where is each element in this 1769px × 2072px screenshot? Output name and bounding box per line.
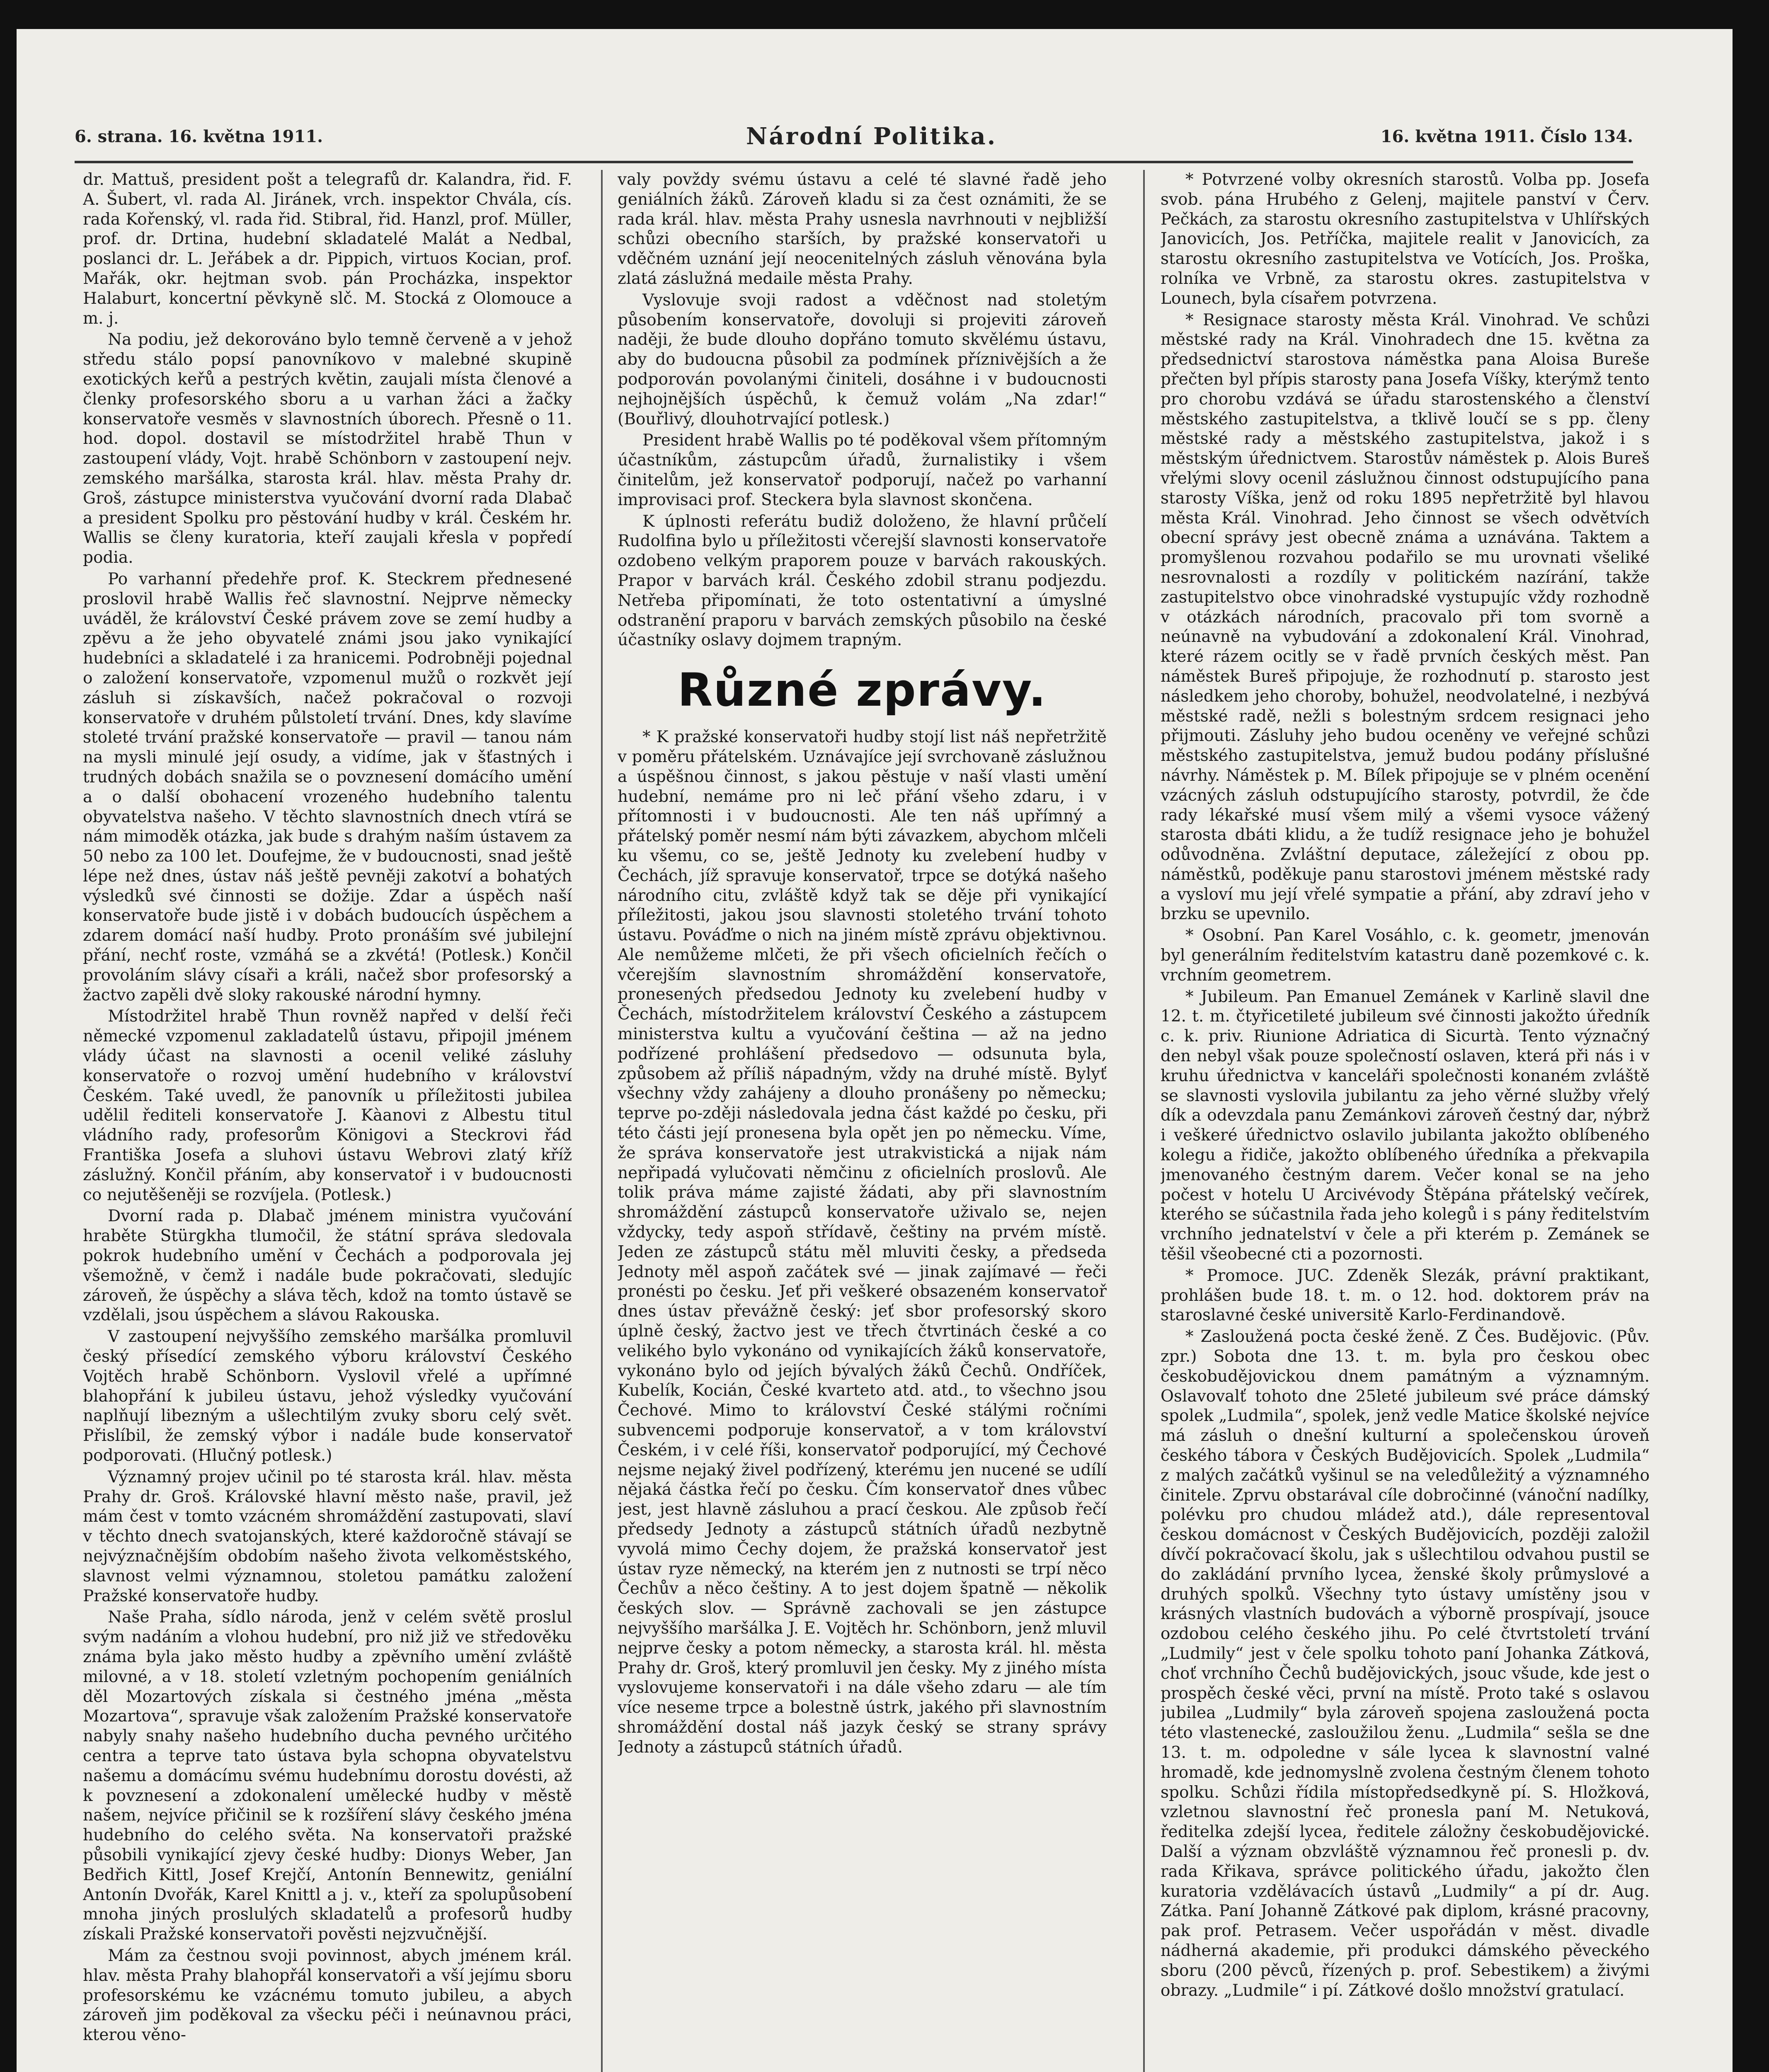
column-divider: [601, 170, 603, 2072]
article-paragraph: Dvorní rada p. Dlabač jménem ministra vyučování hraběte Stürgkha tlumočil, že státní správa sledovala pokrok hudebního umění v Čechách a podporovala jej všemožně, v čemž i nadále bude pokračovati, sledujíc zároveň, že úspěchy a sláva těch, kdož na tomto ústavě se vzdělali, jsou úspěchem a slávou Rakouska.: [83, 1207, 572, 1325]
article-paragraph: K úplnosti referátu budiž doloženo, že hlavní průčelí Rudolfina bylo u příležitosti včerejší slavnosti konservatoře ozdobeno velkým praporem pouze v barvách rakouských. Prapor v barvách král. Českého zdobil stranu podjezdu. Netřeba připomínati, že toto ostentativní a úmyslné odstranění praporu v barvách zemských působilo na české účastníky oslavy dojmem trapným.: [618, 512, 1107, 650]
newspaper-page: [17, 29, 1733, 2072]
column-1: [83, 170, 572, 2072]
news-item: * Jubileum. Pan Emanuel Zemánek v Karlině slavil dne 12. t. m. čtyřicetileté jubileum své činnosti jakožto úředník c. k. priv. Riunione Adriatica di Sicurtà. Tento význačný den nebyl však pouze společností oslaven, která při nás i v kruhu úřednictva v kanceláři společnosti konaném zvláště se slavnosti vyslovila jubilantu za jeho věrné služby vřelý dík a odevzdala panu Zemánkovi zároveň čestný dar, nýbrž i veškeré úřednictvo oslavilo jubilanta jakožto oblíbeného kolegu a řidiče, jakožto oblíbeného úředníka a překvapila jmenovaného čestným darem. Večer konal se na jeho počest v hotelu U Arcivévody Štěpána přátelský večírek, kterého se súčastnila řada jeho kolegů i s pány ředitelstvím vrchního jednatelství v čele a při kterém p. Zemánek se těšil všeobecné cti a pozornosti.: [1161, 987, 1650, 1264]
article-paragraph: Po varhanní předehře prof. K. Steckrem přednesené proslovil hrabě Wallis řeč slavnostní. Nejprve německy uváděl, že království České právem zove se zemí hudby a zpěvu a že jeho obyvatelé známi jsou jako vynikající hudebníci a skladatelé i za hranicemi. Podrobněji pojednal o založení konservatoře, vzpomenul mužů o rozkvět její zásluh si získavších, načež pokračoval o rozvoji konservatoře v druhém půlstoletí trvání. Dnes, kdy slavíme stoleté trvání pražské konservatoře — pravil — tanou nám na mysli minulé její osudy, a vidíme, jak v šťastných i trudných dobách snažila se o povznesení domácího umění a o další obohacení vrozeného hudebního talentu obyvatelstva našeho. V těchto slavnostních dnech vtírá se nám mimoděk otázka, jak bude s drahým naším ústavem za 50 nebo za 100 let. Doufejme, že v budoucnosti, snad ještě lépe než dnes, ústav náš ještě pevněji zakotví a bohatých výsledků své činnosti se dožije. Zdar a úspěch naší konservatoře bude jistě i v dobách budoucích úspěchem a zdarem domácí naší hudby. Proto pronáším své jubilejní přání, nechť roste, vzmáhá se a zkvétá! (Potlesk.) Končil provoláním slávy císaři a králi, načež sbor profesorský a žactvo zapěli dvě sloky rakouské národní hymny.: [83, 569, 572, 1005]
article-paragraph: dr. Mattuš, president pošt a telegrafů dr. Kalandra, řid. F. A. Šubert, vl. rada Al. Jiránek, vrch. inspektor Chvála, cís. rada Kořenský, vl. rada řid. Stibral, řid. Hanzl, prof. Müller, prof. dr. Drtina, hudební skladatelé Malát a Nedbal, poslanci dr. L. Jeřábek a dr. Pippich, virtuos Kocian, prof. Mařák, okr. hejtman svob. pán Procházka, inspektor Halaburt, koncertní pěvkyně slč. M. Stocká z Olomouce a m. j.: [83, 170, 572, 328]
article-paragraph: Místodržitel hrabě Thun rovněž napřed v delší řeči německé vzpomenul zakladatelů ústavu, připojil jménem vlády účast na slavnosti a ocenil veliké zásluhy konservatoře o rozvoj umění hudebního v království Českém. Také uvedl, že panovník u příležitosti jubilea udělil řediteli konservatoře J. Kàanovi z Albestu titul vládního rady, profesorům Königovi a Steckrovi řád Františka Josefa a sluhovi ústavu Webrovi zlatý kříž záslužný. Končil přáním, aby konservatoř i v budoucnosti co nejutěšeněji se rozvíjela. (Potlesk.): [83, 1007, 572, 1204]
header-right: 16. května 1911. Číslo 134.: [1380, 127, 1633, 146]
column-divider: [1143, 170, 1145, 2072]
article-paragraph: Mám za čestnou svoji povinnost, abych jménem král. hlav. města Prahy blahopřál konservatoři a vší jejímu sboru profesorskému ke vzácnému tomuto jubileu, a abych zároveň jim poděkoval za všecku péči i neúnavnou práci, kterou věno-: [83, 1946, 572, 2045]
news-item: * Promoce. JUC. Zdeněk Slezák, právní praktikant, prohlášen bude 18. t. m. o 12. hod. doktorem práv na staroslavné české universitě Karlo-Ferdinandově.: [1161, 1266, 1650, 1325]
news-item: * Osobní. Pan Karel Vosáhlo, c. k. geometr, jmenován byl generálním ředitelstvím katastru daně pozemkové c. k. vrchním geometrem.: [1161, 926, 1650, 985]
header-left: 6. strana. 16. května 1911.: [75, 127, 323, 146]
column-2: [618, 170, 1107, 2072]
article-paragraph: valy povždy svému ústavu a celé té slavné řadě jeho geniálních žáků. Zároveň kladu si za čest oznámiti, že se rada král. hlav. města Prahy usnesla navrhnouti v nejbližší schůzi obecního starších, by pražské konservatoři u vděčném uznání její neocenitelných zásluh věnována byla zlatá záslužná medaile města Prahy.: [618, 170, 1107, 288]
news-item: * Zasloužená pocta české ženě. Z Čes. Budějovic. (Pův. zpr.) Sobota dne 13. t. m. byla pro českou obec českobudějovickou dnem památným a významným. Oslavovalť tohoto dne 25leté jubileum své práce dámský spolek „Ludmila“, spolek, jenž vedle Matice školské nejvíce má zásluh o dnešní kulturní a společenskou úroveň českého tábora v Českých Budějovicích. Spolek „Ludmila“ z malých začátků vyšinul se na veledůležitý a významného činitele. Zprvu obstarával cíle dobročinné (vánoční nadílky, polévku pro chudou mládež atd.), dále representoval českou domácnost v Českých Budějovicích, později založil dívčí pokračovací školu, jak s ušlechtilou odvahou pustil se do zakládání prvního lycea, ženské školy průmyslové a druhých spolků. Všechny tyto ústavy umístěny jsou v krásných vlastních budovách a výborně prospívají, jsouce ozdobou celého českého jihu. Po celé čtvrtstoletí trvání „Ludmily“ jest v čele spolku tohoto paní Johanka Zátková, choť vrchního Čechů budějovických, jsouc všude, kde jest o prospěch české věci, první na místě. Proto také s oslavou jubilea „Ludmily“ byla zároveň spojena zasloužená pocta této vlastenecké, zasloužilou ženu. „Ludmila“ sešla se dne 13. t. m. odpoledne v sále lycea k slavnostní valné hromadě, kde jednomyslně zvolena čestným členem tohoto spolku. Schůzi řídila místopředsedkyně pí. S. Hložková, vzletnou slavnostní řeč pronesla paní M. Netuková, ředitelka zdejší lycea, ředitele záložny českobudějovické. Další a význam obzvláště významnou řeč pronesli p. dv. rada Křikava, správce politického úřadu, jakožto člen kuratoria vzdělávacích ústavů „Ludmily“ a pí dr. Aug. Zátka. Paní Johanně Zátkové pak diplom, krásné pracovny, pak prof. Petrasem. Večer uspořádán v měst. divadle nádherná akademie, při produkci dámského pěveckého sboru (200 pěvců, řízených p. prof. Sebestikem) a živými obrazy. „Ludmile“ i pí. Zátkové došlo množství gratulací.: [1161, 1327, 1650, 2000]
article-paragraph: Na podiu, jež dekorováno bylo temně červeně a v jehož středu stálo popsí panovníkovo v malebné skupině exotických keřů a pestrých květin, zaujali místa členové a členky profesorského sboru a u varhan žáci a žačky konservatoře vesměs v slavnostních úborech. Přesně o 11. hod. dopol. dostavil se místodržitel hrabě Thun v zastoupení vlády, Vojt. hrabě Schönborn v zastoupení nejv. zemského maršálka, starosta král. hlav. města Prahy dr. Groš, zástupce ministerstva vyučování dvorní rada Dlabač a president Spolku pro pěstování hudby v král. Českém hr. Wallis se členy kuratoria, kteří zaujali křesla v popředí podia.: [83, 330, 572, 567]
section-heading: Různé zprávy.: [677, 663, 1047, 717]
column-3: [1161, 170, 1650, 2072]
masthead-title: Národní Politika.: [746, 123, 997, 150]
article-paragraph: Vyslovuje svoji radost a vděčnost nad stoletým působením konservatoře, dovoluji si projeviti zároveň naději, že bude dlouho dopřáno tomuto skvělému ústavu, aby do budoucna působil za podmínek příznivějších a že podporován povolanými činiteli, dosáhne i v budoucnosti nejhojnějších úspěchů, k čemuž volám „Na zdar!“ (Bouřlivý, dlouhotrvající potlesk.): [618, 290, 1107, 428]
news-item: * Potvrzené volby okresních starostů. Volba pp. Josefa svob. pána Hrubého z Gelenj, majitele panství v Červ. Pečkách, za starostu okresního zastupitelstva v Uhlířských Janovicích, Jos. Petříčka, majitele realit v Janovicích, za starostu okresního zastupitelstva ve Votících, Jos. Proška, rolníka ve Vrbně, za starostu okres. zastupitelstva v Lounech, byla císařem potvrzena.: [1161, 170, 1650, 308]
header-rule: [75, 161, 1633, 163]
news-item: * Resignace starosty města Král. Vinohrad. Ve schůzi městské rady na Král. Vinohradech dne 15. května za předsednictví starostova náměstka pana Aloisa Bureše přečten byl přípis starosty pana Josefa Víšky, kterýmž tento pro chorobu vzdává se úřadu starostenského a členství městského zastupitelstva, a tklivě loučí se s pp. členy městské rady a městského zastupitelstva, jakož i s městským úřednictvem. Starostův náměstek p. Alois Bureš vřelými slovy ocenil záslužnou činnost odstupujícího pana starosty Víška, jenž od roku 1895 nepřetržitě byl hlavou města Král. Vinohrad. Jeho činnost se všech odvětvích obecní správy jest obecně známa a uznávána. Taktem a promyšlenou rozvahou podařilo se mu urovnati všeliké nesrovnalosti a rozdíly v politickém nazírání, takže zastupitelstvo obce vinohradské vystupujíc vždy rozhodně v otázkách národních, pracovalo při tom svorně a neúnavně na vybudování a zdokonalení Král. Vinohrad, které rázem ocitly se v řadě prvních českých měst. Pan náměstek Bureš připojuje, že rozhodnutí p. starosto jest následkem jeho choroby, bohužel, neodvolatelné, i nezbývá městské radě, nežli s bolestným srdcem resignaci jeho přijmouti. Zásluhy jeho budou oceněny ve veřejné schůzi městského zastupitelstva, jemuž budou podány příslušné návrhy. Náměstek p. M. Bílek připojuje se v plném ocenění vzácných zásluh odstupujícího starosty, potvrdil, že čde rady lékařské musí všem milý a všemi vysoce vážený starosta dbáti klidu, a že tudíž resignace jeho je bohužel odůvodněna. Zvláštní deputace, záležející z obou pp. náměstků, poděkuje panu starostovi jménem městské rady a vysloví mu její vřelé sympatie a přání, aby zdraví jeho v brzku se upevnilo.: [1161, 310, 1650, 924]
article-paragraph: President hrabě Wallis po té poděkoval všem přítomným účastníkům, zástupcům úřadů, žurnalistiky i všem činitelům, jež konservatoř podporují, načež po varhanní improvisaci prof. Steckera byla slavnost skončena.: [618, 431, 1107, 509]
page-header: [75, 123, 1633, 156]
news-item: * K pražské konservatoři hudby stojí list náš nepřetržitě v poměru přátelském. Uznávajíce její svrchovaně záslužnou a úspěšnou činnost, s jakou pěstuje v naší vlasti umění hudební, nemáme pro ni leč přání všeho zdaru, i v přítomnosti i v budoucnosti. Ale ten náš upřímný a přátelský poměr nesmí nám býti závazkem, abychom mlčeli ku všemu, co se, ještě Jednoty ku zvelebení hudby v Čechách, jíž spravuje konservatoř, trpce se dotýká našeho národního citu, zvláště když tak se děje při vynikající příležitosti, jakou jsou slavnosti stoletého trvání tohoto ústavu. Pováďme o nich na jiném místě zprávu objektivnou. Ale nemůžeme mlčeti, že při všech oficielních řečích o včerejším slavnostním shromáždění konservatoře, pronesených předsedou Jednoty ku zvelebení hudby v Čechách, místodržitelem království Českého a zástupcem ministerstva kultu a vyučování čeština — až na jedno podřízené prohlášení předsedovo — odsunuta byla, způsobem až příliš nápadným, vždy na druhé místě. Bylyť všechny vždy zahájeny a dlouho pronášeny po německu; teprve po-zději následovala jedna část každé po česku, při této části její pronesena byla opět jen po německu. Víme, že správa konservatoře jest utrakvistická a nijak nám nepřipadá vylučovati němčinu z oficielních proslovů. Ale tolik práva máme zajisté žádati, aby při slavnostním shromáždění zástupců konservatoře uživalo se, nejen vždycky, tedy aspoň střídavě, češtiny na prvém místě. Jeden ze zástupců státu měl mluviti česky, a předseda Jednoty měl aspoň začátek své — jinak zajímavé — řeči pronésti po česku. Jeť při veškeré obsazeném konservatoř dnes ústav převážně český: jeť sbor profesorský skoro úplně český, žactvo jest ve třech čtvrtinách české a co velikého bylo vykonáno od vynikajících žáků konservatoře, vykonáno bylo od jejích bývalých žáků Čechů. Ondříček, Kubelík, Kocián, České kvarteto atd. atd., to všechno jsou Čechové. Mimo to království České stálými ročními subvencemi podporuje konservatoř, a v tom království Českém, i v celé říši, konservatoř podporující, mý Čechové nejsme nejaký živel podřízený, kterému jen nucené se udílí nějaká částka řečí po česku. Čím konservatoř dnes vůbec jest, jest hlavně zásluhou a prací českou. Ale způsob řečí předsedy Jednoty a zástupců státních úřadů nezbytně vyvolá mimo Čechy dojem, že pražská konservatoř jest ústav ryze německý, na kterém jen z nutnosti se trpí něco Čechův a něco češtiny. A to jest dojem špatně — několik českých slov. — Správně zachovali se jen zástupce nejvyššího maršálka J. E. Vojtěch hr. Schönborn, jenž mluvil nejprve česky a potom německy, a starosta král. hl. města Prahy dr. Groš, který promluvil jen česky. My z jiného místa vyslovujeme konservatoři i na dále všeho zdaru — ale tím více neseme trpce a bolestně ústrk, jakého při slavnostním shromáždění dostal náš jazyk český se strany správy Jednoty a zástupců státních úřadů.: [618, 728, 1107, 1757]
article-paragraph: V zastoupení nejvyššího zemského maršálka promluvil český přísedící zemského výboru království Českého Vojtěch hrabě Schönborn. Vyslovil vřelé a upřímné blahopřání k jubileu ústavu, jehož výsledky vyučování naplňují libezným a ušlechtilým zvuky sboru celý svět. Přislíbil, že zemský výbor i nadále bude konservatoř podporovati. (Hlučný potlesk.): [83, 1327, 572, 1465]
article-paragraph: Významný projev učinil po té starosta král. hlav. města Prahy dr. Groš. Královské hlavní město naše, pravil, jež mám čest v tomto vzácném shromáždění zastupovati, slaví v těchto dnech svatojanských, které každoročně stávají se nejvýznačnějším obdobím našeho života velkoměstského, slavnost velmi významnou, stoletou památku založení Pražské konservatoře hudby.: [83, 1467, 572, 1605]
article-paragraph: Naše Praha, sídlo národa, jenž v celém světě proslul svým nadáním a vlohou hudební, pro niž již ve středověku známa byla jako město hudby a zpěvního umění zvláště milovné, a v 18. století vzletným pochopením geniálních děl Mozartových získala si čestného jména „města Mozartova“, spravuje však založením Pražské konservatoře nabyly snahy našeho hudebního ducha pevného určitého centra a teprve tato ústava byla schopna obyvatelstvu našemu a domácímu svému hudebnímu dorostu dovésti, až k povznesení a zdokonalení umělecké hudby v městě našem, nejvíce přičinil se k rozšíření slávy českého jména hudebního do celého světa. Na konservatoři pražské působili vynikající zjevy české hudby: Dionys Weber, Jan Bedřich Kittl, Josef Krejčí, Antonín Bennewitz, geniální Antonín Dvořák, Karel Knittl a j. v., kteří za spolupůsobení mnoha jiných proslulých skladatelů a profesorů hudby získali Pražské konservatoři pověsti nejzvučnější.: [83, 1608, 572, 1944]
